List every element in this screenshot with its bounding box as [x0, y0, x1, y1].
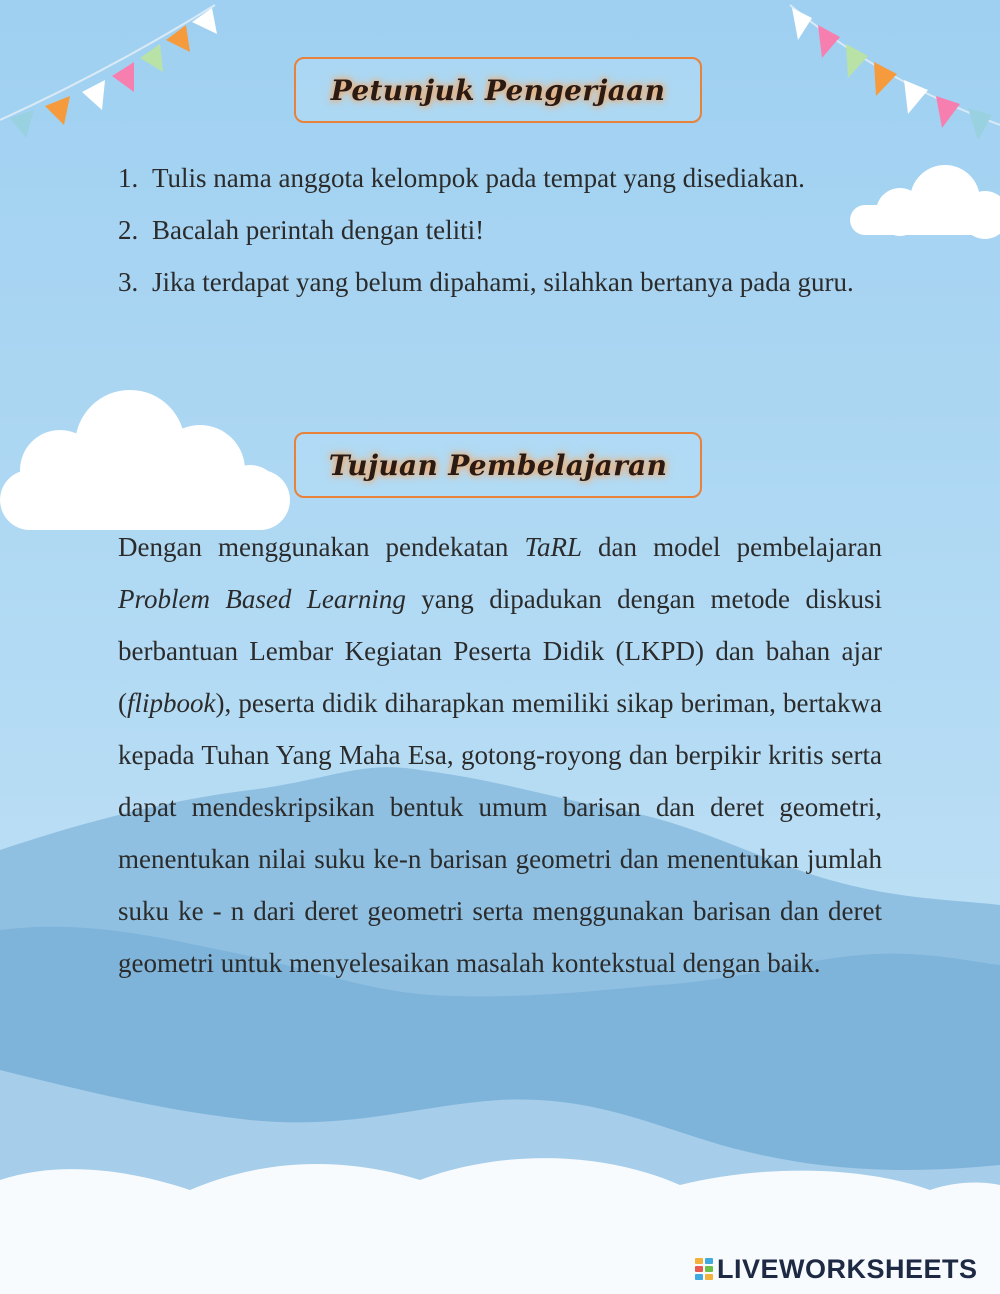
goal-text: yang dipadukan dengan metode diskusi berbantuan Lembar Kegiatan Peserta Didik (LKPD) dan bahan ajar ( [118, 584, 882, 718]
instruction-number: 2. [118, 215, 139, 245]
liveworksheets-logo-icon [694, 1257, 714, 1281]
instruction-text: Jika terdapat yang belum dipahami, silahkan bertanya pada guru. [152, 267, 854, 297]
instruction-item [118, 256, 882, 308]
instructions-list [118, 152, 882, 308]
goal-text: Dengan menggunakan pendekatan [118, 532, 525, 562]
instructions-title-box [294, 57, 702, 123]
goal-term-pbl: Problem Based Learning [118, 584, 406, 614]
instruction-number: 1. [118, 163, 139, 193]
liveworksheets-logo-text: LIVEWORKSHEETS [717, 1253, 978, 1284]
liveworksheets-watermark [694, 1254, 978, 1284]
instruction-item [118, 204, 882, 256]
goal-text: dan model pembelajaran [582, 532, 883, 562]
instructions-title: Petunjuk Pengerjaan [330, 73, 666, 107]
goal-title-box [294, 432, 702, 498]
instruction-text: Tulis nama anggota kelompok pada tempat yang disediakan. [152, 163, 805, 193]
goal-paragraph [118, 521, 882, 989]
goal-term-tarl: TaRL [524, 532, 583, 562]
instruction-number: 3. [118, 267, 139, 297]
instruction-text: Bacalah perintah dengan teliti! [152, 215, 485, 245]
goal-term-flipbook: flipbook [127, 688, 216, 718]
goal-text: ), peserta didik diharapkan memiliki sikap beriman, bertakwa kepada Tuhan Yang Maha Esa, gotong-royong dan berpikir kritis serta dapat mendeskripsikan bentuk umum barisan dan deret geometri, menentukan nilai suku ke-n barisan geometri dan menentukan jumlah suku ke - n dari deret geometri serta menggunakan barisan dan deret geometri untuk menyelesaikan masalah kontekstual dengan baik. [118, 688, 882, 978]
instruction-item [118, 152, 882, 204]
goal-title: Tujuan Pembelajaran [328, 448, 668, 482]
